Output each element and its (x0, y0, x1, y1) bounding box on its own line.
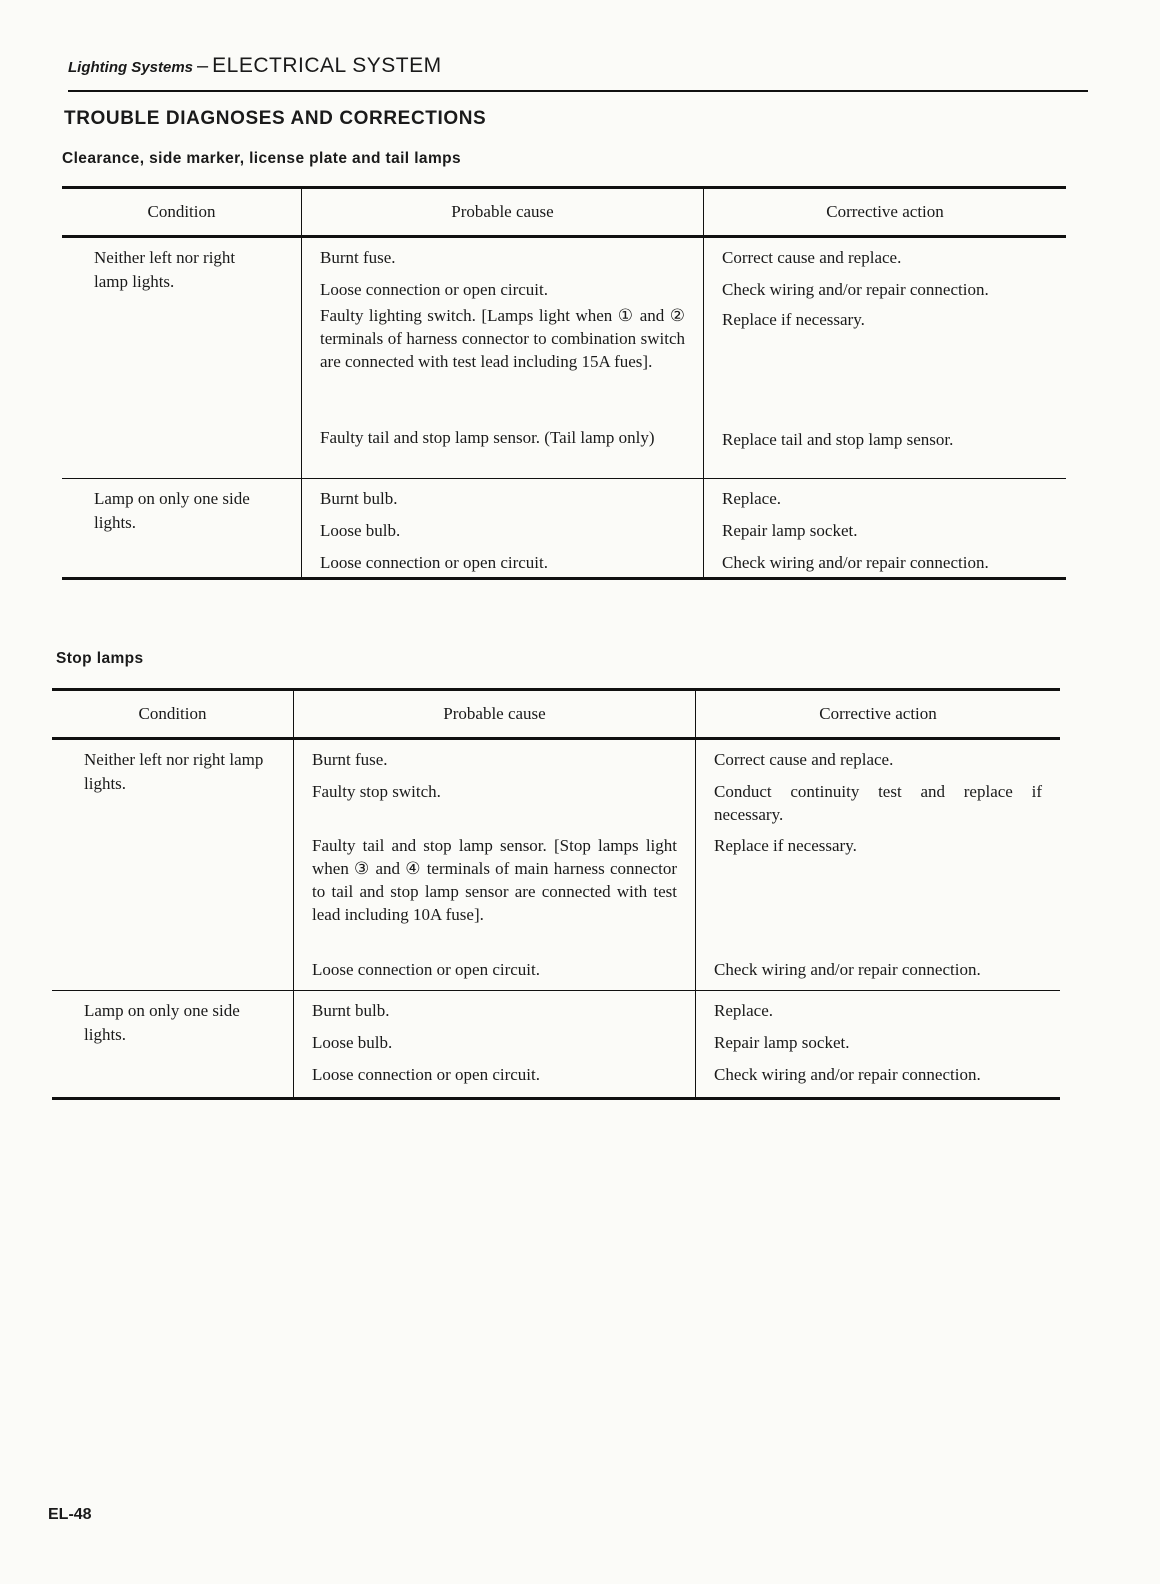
action-cell (704, 479, 1066, 577)
table-row-group (62, 237, 1066, 478)
col-header-condition: Condition (52, 691, 294, 737)
table2-subtitle: Stop lamps (56, 650, 144, 667)
cause-text: Loose connection or open circuit. (320, 280, 549, 299)
action-text: Check wiring and/or repair connection. (714, 960, 981, 979)
cause-text: Loose connection or open circuit. (312, 1065, 541, 1084)
cause-text: Burnt bulb. (320, 489, 398, 508)
cause-text: Faulty stop switch. (312, 782, 441, 801)
action-text: Repair lamp socket. (714, 1033, 850, 1052)
cause-text: Loose bulb. (312, 1033, 393, 1052)
cause-text: Burnt fuse. (320, 248, 396, 267)
cause-cell (294, 991, 696, 1097)
page-title: TROUBLE DIAGNOSES AND CORRECTIONS (64, 108, 487, 129)
cause-text: Faulty tail and stop lamp sensor. [Stop lamps light when ③ and ④ terminals of main harness connector to tail and stop lamp sensor are connected with test lead including 10A fuse]. (312, 836, 677, 924)
table-row-group (52, 990, 1060, 1097)
action-text: Replace if necessary. (722, 310, 865, 329)
col-header-action: Corrective action (819, 704, 937, 723)
condition-text: Neither left nor right lamp lights. (94, 248, 236, 291)
action-text: Replace. (722, 489, 781, 508)
condition-text: Lamp on only one side lights. (94, 489, 250, 532)
table-header-row (62, 189, 1066, 237)
cause-text: Faulty lighting switch. [Lamps light when ① and ② terminals of harness connector to combination switch are connected with test lead including 15A fues]. (320, 306, 685, 371)
action-text: Check wiring and/or repair connection. (714, 1065, 981, 1084)
chapter-name: ELECTRICAL SYSTEM (212, 54, 442, 77)
action-text: Correct cause and replace. (714, 750, 894, 769)
col-header-cause: Probable cause (294, 691, 696, 737)
condition-text: Lamp on only one side lights. (84, 1001, 240, 1044)
action-text: Correct cause and replace. (722, 248, 902, 267)
action-text: Check wiring and/or repair connection. (722, 280, 989, 299)
table-row-group (62, 478, 1066, 577)
table2 (52, 688, 1060, 1100)
action-text: Replace if necessary. (714, 836, 857, 855)
cause-text: Loose bulb. (320, 521, 401, 540)
running-header (68, 54, 1088, 92)
table-header-row (52, 691, 1060, 739)
condition-text: Neither left nor right lamp lights. (84, 750, 264, 793)
action-cell (704, 238, 1066, 478)
cause-cell (294, 740, 696, 990)
cause-cell (302, 479, 704, 577)
cause-text: Burnt bulb. (312, 1001, 390, 1020)
col-header-cause: Probable cause (302, 189, 704, 235)
condition-cell (52, 740, 294, 990)
col-header-condition: Condition (62, 189, 302, 235)
table-row-group (52, 739, 1060, 990)
cause-text: Loose connection or open circuit. (320, 553, 549, 572)
condition-cell (62, 238, 302, 478)
action-cell (696, 991, 1060, 1097)
condition-cell (62, 479, 302, 577)
condition-cell (52, 991, 294, 1097)
cause-text: Faulty tail and stop lamp sensor. (Tail lamp only) (320, 428, 655, 447)
action-text: Repair lamp socket. (722, 521, 858, 540)
cause-cell (302, 238, 704, 478)
action-text: Conduct continuity test and replace if necessary. (714, 782, 1042, 824)
action-text: Check wiring and/or repair connection. (722, 553, 989, 572)
table1 (62, 186, 1066, 580)
action-text: Replace. (714, 1001, 773, 1020)
header-dash: – (197, 55, 209, 77)
col-header-action: Corrective action (826, 202, 944, 221)
cause-text: Loose connection or open circuit. (312, 960, 541, 979)
action-cell (696, 740, 1060, 990)
action-text: Replace tail and stop lamp sensor. (722, 430, 954, 449)
page-number: EL-48 (48, 1506, 92, 1523)
table1-subtitle: Clearance, side marker, license plate and tail lamps (62, 150, 462, 167)
cause-text: Burnt fuse. (312, 750, 388, 769)
section-name: Lighting Systems (68, 59, 194, 76)
